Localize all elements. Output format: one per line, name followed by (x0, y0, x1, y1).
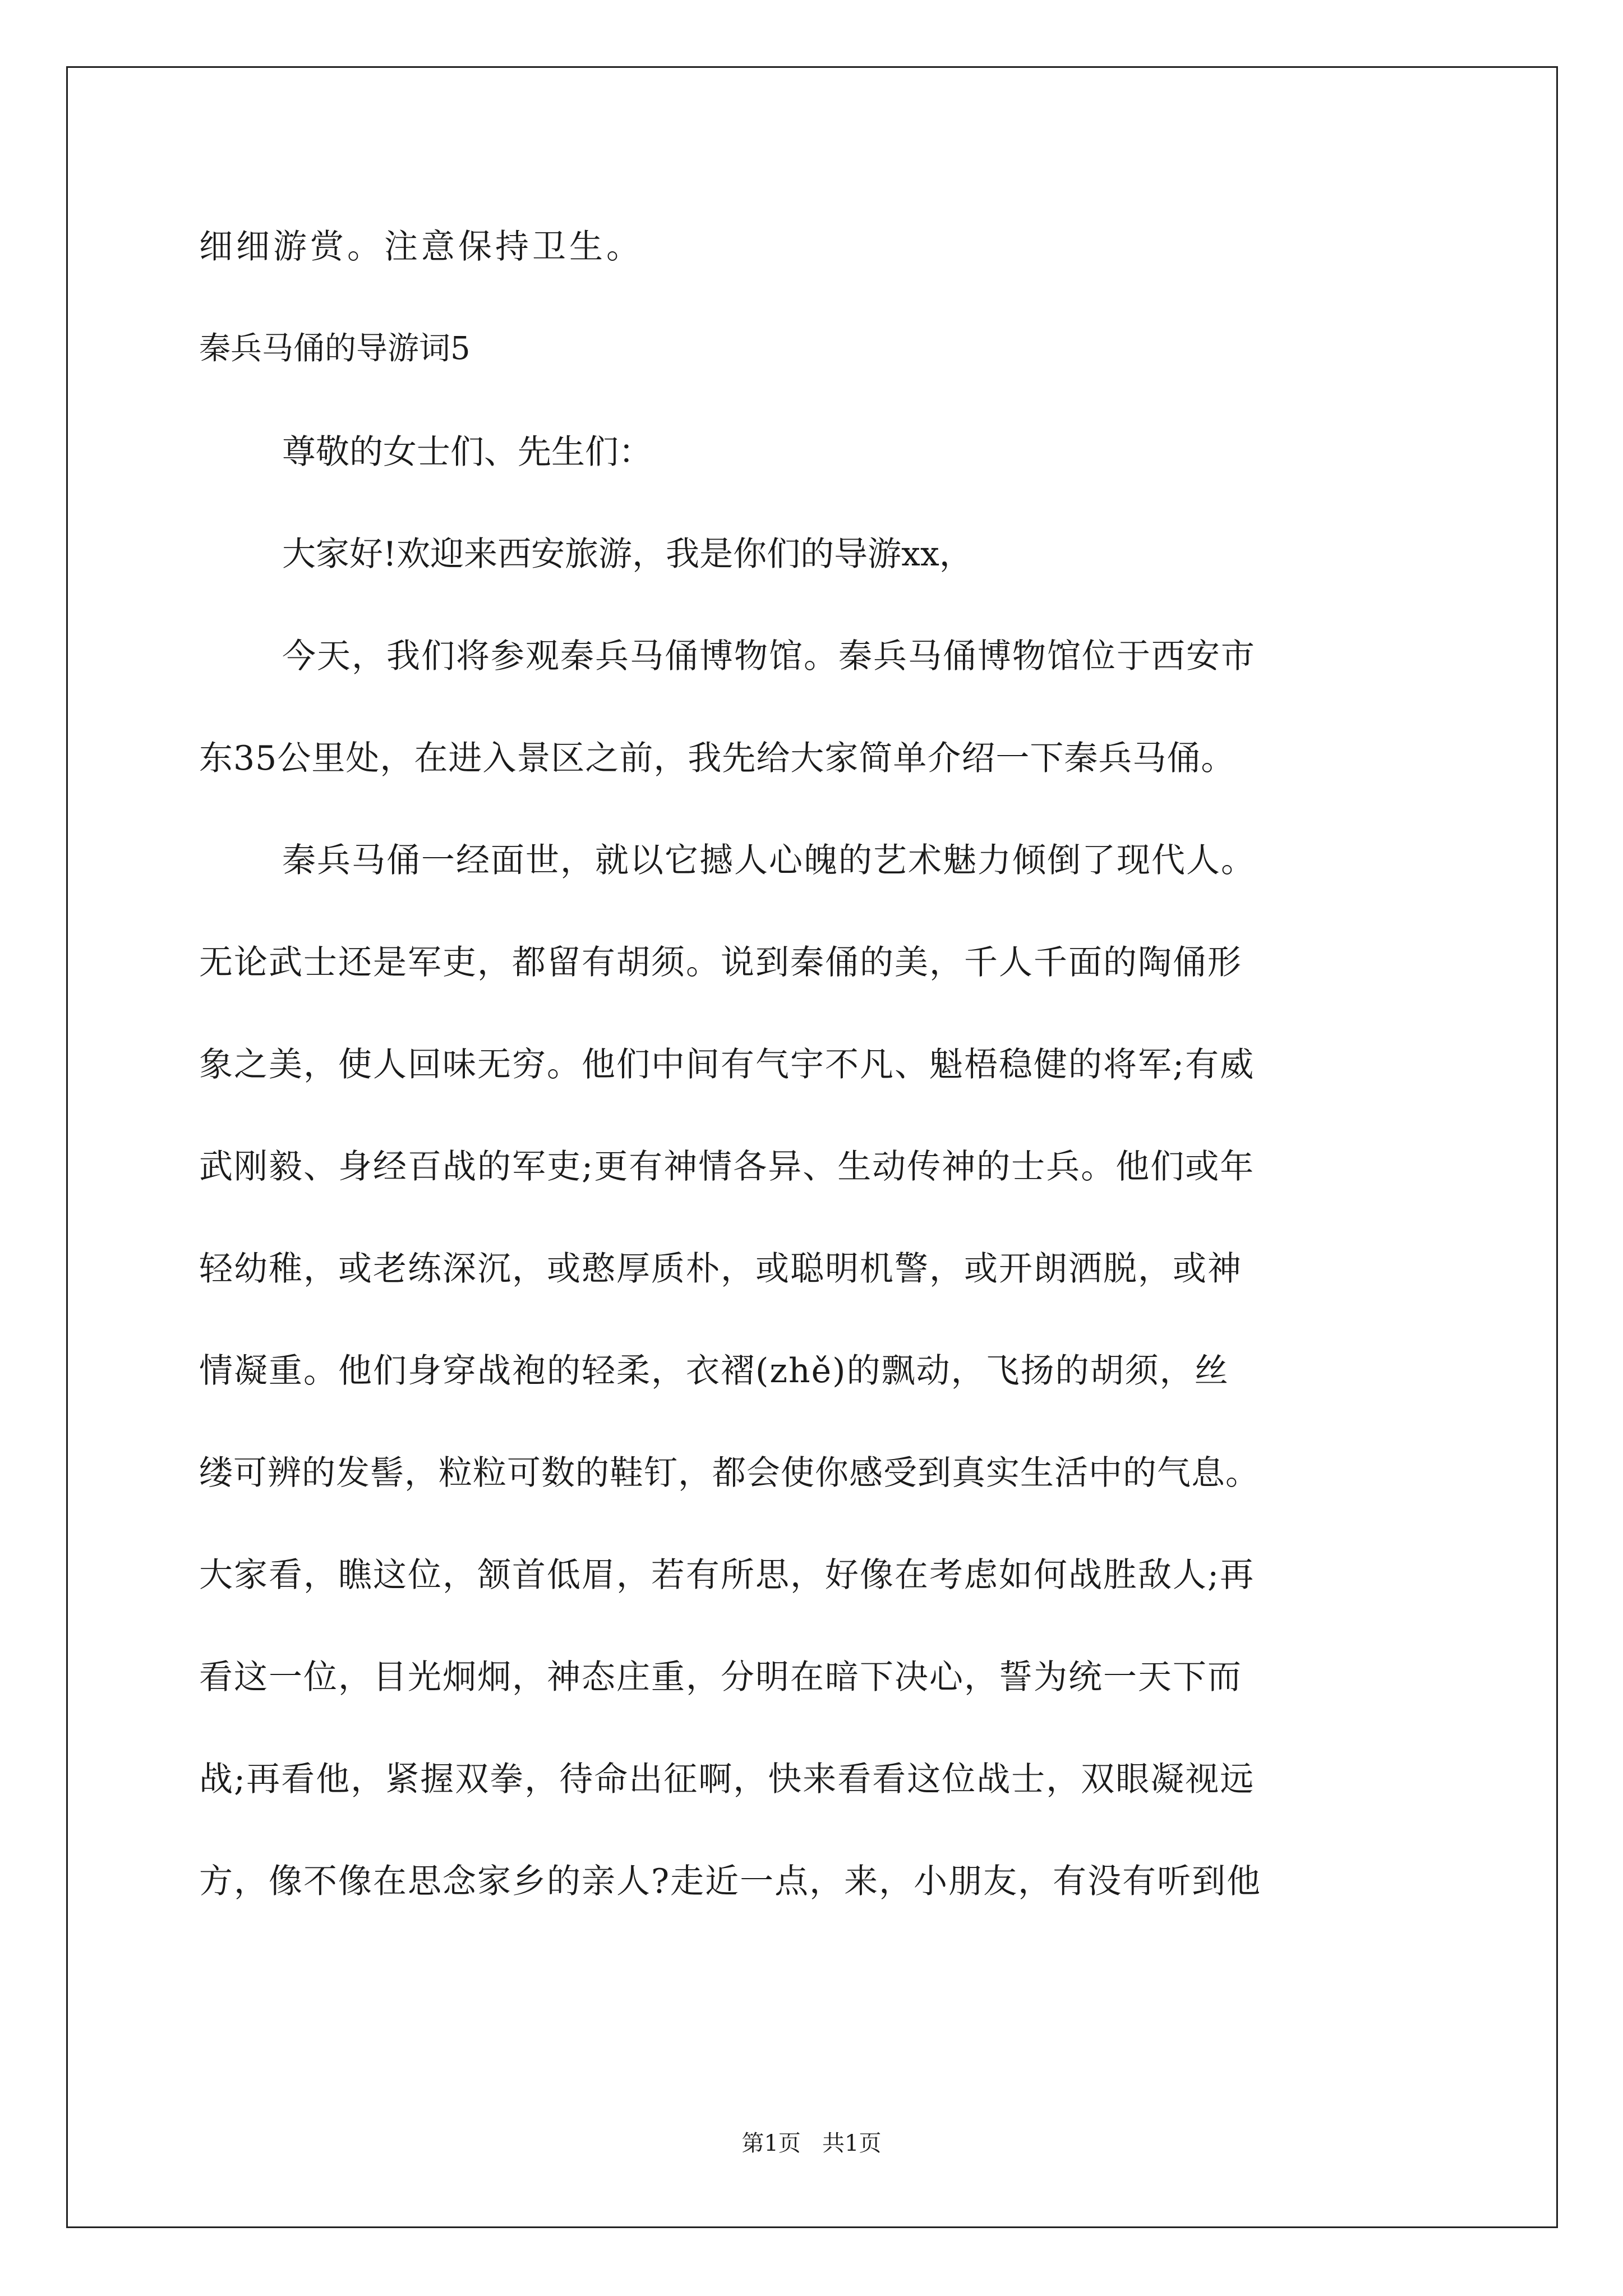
paragraph-line-2: 大家好!欢迎来西安旅游，我是你们的导游xx， (282, 535, 973, 574)
page-number: 第1页 共1页 (741, 2131, 882, 2156)
paragraph-line-6: 无论武士还是军吏，都留有胡须。说到秦俑的美，千人千面的陶俑形 (199, 943, 1242, 982)
paragraph-line-1: 尊敬的女士们、先生们： (282, 432, 652, 472)
paragraph-line-13: 看这一位，目光炯炯，神态庄重，分明在暗下决心，誓为统一天下而 (199, 1658, 1242, 1697)
paragraph-line-3: 今天，我们将参观秦兵马俑博物馆。秦兵马俑博物馆位于西安市 (282, 637, 1256, 676)
paragraph-line-10: 情凝重。他们身穿战袍的轻柔，衣褶(zhě)的飘动，飞扬的胡须，丝 (199, 1351, 1229, 1391)
paragraph-line-15: 方，像不像在思念家乡的亲人?走近一点，来，小朋友，有没有听到他 (199, 1862, 1262, 1901)
paragraph-line-8: 武刚毅、身经百战的军吏;更有神情各异、生动传神的士兵。他们或年 (199, 1147, 1255, 1186)
paragraph-line-11: 缕可辨的发髻，粒粒可数的鞋钉，都会使你感受到真实生活中的气息。 (199, 1453, 1260, 1493)
paragraph-line-7: 象之美，使人回味无穷。他们中间有气宇不凡、魁梧稳健的将军;有威 (199, 1045, 1255, 1084)
continuation-line: 细细游赏。注意保持卫生。 (199, 227, 643, 266)
paragraph-line-14: 战;再看他，紧握双拳，待命出征啊，快来看看这位战士，双眼凝视远 (199, 1760, 1255, 1799)
paragraph-line-4: 东35公里处，在进入景区之前，我先给大家简单介绍一下秦兵马俑。 (199, 739, 1235, 778)
paragraph-line-9: 轻幼稚，或老练深沉，或憨厚质朴，或聪明机警，或开朗洒脱，或神 (199, 1249, 1242, 1289)
paragraph-line-5: 秦兵马俑一经面世，就以它撼人心魄的艺术魅力倾倒了现代人。 (282, 841, 1256, 880)
paragraph-line-12: 大家看，瞧这位，颔首低眉，若有所思，好像在考虑如何战胜敌人;再 (199, 1556, 1255, 1595)
section-title: 秦兵马俑的导游词5 (199, 330, 471, 367)
